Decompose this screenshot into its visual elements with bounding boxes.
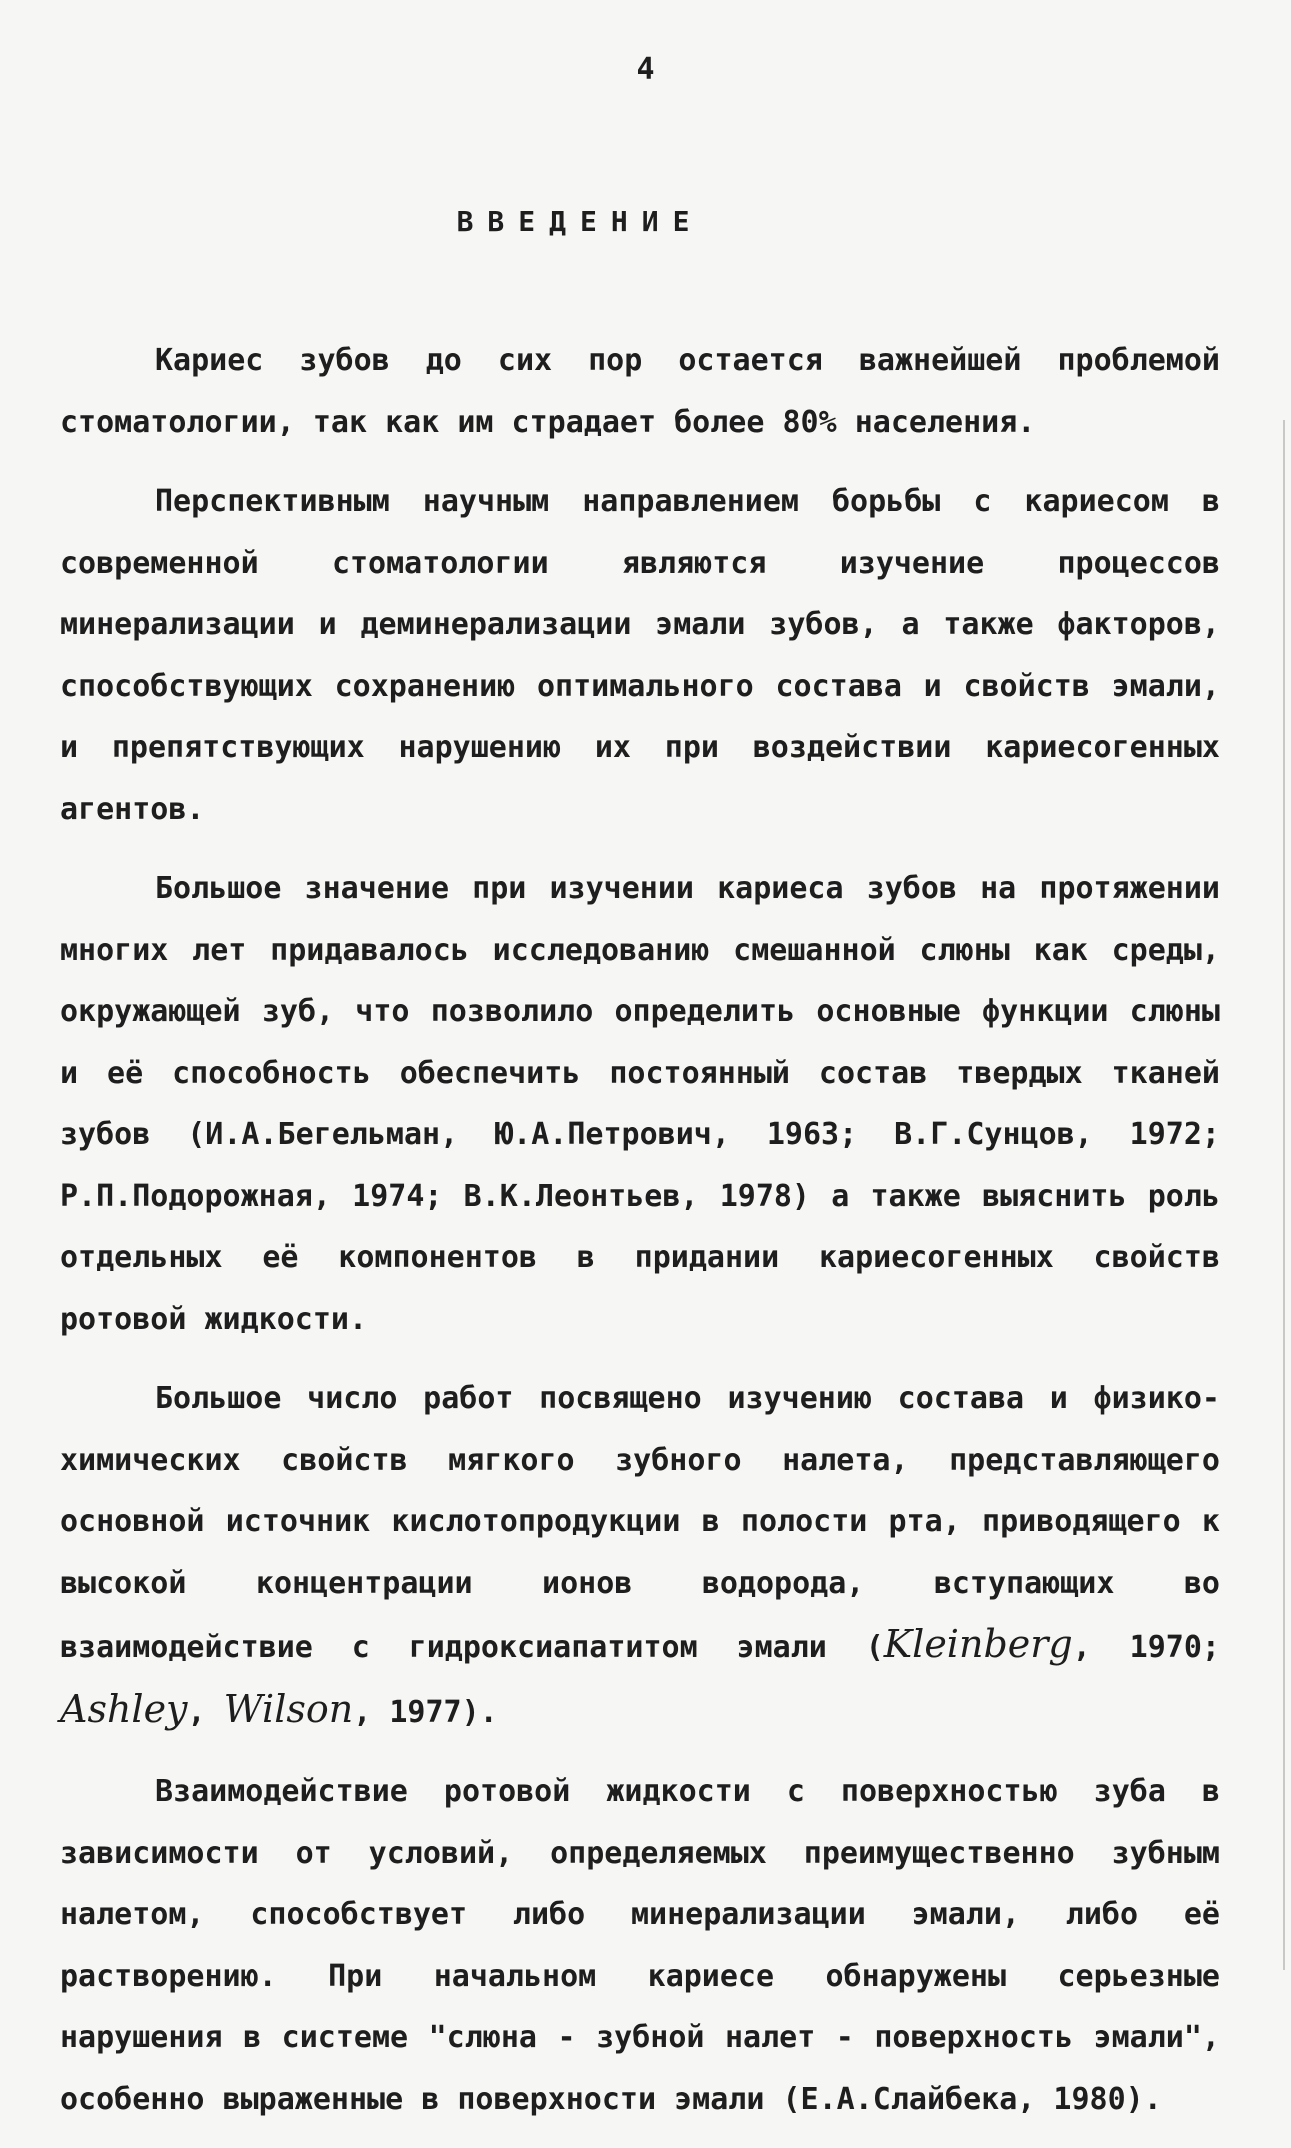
handwritten-author-wilson: Wilson: [223, 1686, 354, 1731]
page-number: 4: [636, 52, 655, 87]
section-heading: ВВЕДЕНИЕ: [456, 205, 704, 238]
citation-separator-2: ,: [187, 1694, 224, 1730]
paragraph-5: Взаимодействие ротовой жидкости с поверхностью зуба в зависимости от условий, определяемых преимущественно зубным налетом, способствует либо минерализации эмали, либо её растворению. При начальном кариесе обнаружены серьезные нарушения в системе "слюна - зубной налет - поверхность эмали", особенно выраженные в поверхности эмали (Е.А.Слайбека, 1980).: [60, 1774, 1220, 2117]
page-edge-line: [1283, 420, 1285, 1970]
paragraph-1: Кариес зубов до сих пор остается важнейшей проблемой стоматологии, так как им страдает более 80% населения.: [60, 343, 1220, 440]
paragraph-3: Большое значение при изучении кариеса зубов на протяжении многих лет придавалось исследованию смешанной слюны как среды, окружающей зуб, что позволило определить основные функции слюны и её способность обеспечить постоянный состав твердых тканей зубов (И.А.Бегельман, Ю.А.Петрович, 1963; В.Г.Сунцов, 1972; Р.П.Подорожная, 1974; В.К.Леонтьев, 1978) а также выяснить роль отдельных её компонентов в придании кариесогенных свойств ротовой жидкости.: [60, 871, 1220, 1337]
citation-separator-1: , 1970;: [1072, 1630, 1220, 1665]
handwritten-author-ashley: Ashley: [60, 1686, 188, 1731]
paragraph-4: [60, 1368, 1220, 1743]
citation-end: , 1977).: [353, 1694, 498, 1730]
paragraph-2: Перспективным научным направлением борьбы с кариесом в современной стоматологии являются изучение процессов минерализации и деминерализации эмали зубов, а также факторов, способствующих сохранению оптимального состава и свойств эмали, и препятствующих нарушению их при воздействии кариесогенных агентов.: [60, 484, 1220, 827]
paragraph-4-text: Большое число работ посвящено изучению состава и физико-химических свойств мягкого зубного налета, представляющего основной источник кислотопродукции в полости рта, приводящего к высокой концентрации ионов водорода, вступающих во взаимодействие с гидроксиапатитом эмали (: [60, 1381, 1220, 1665]
handwritten-author-kleinberg: Kleinberg: [883, 1622, 1073, 1666]
body-text: [60, 330, 1220, 2148]
